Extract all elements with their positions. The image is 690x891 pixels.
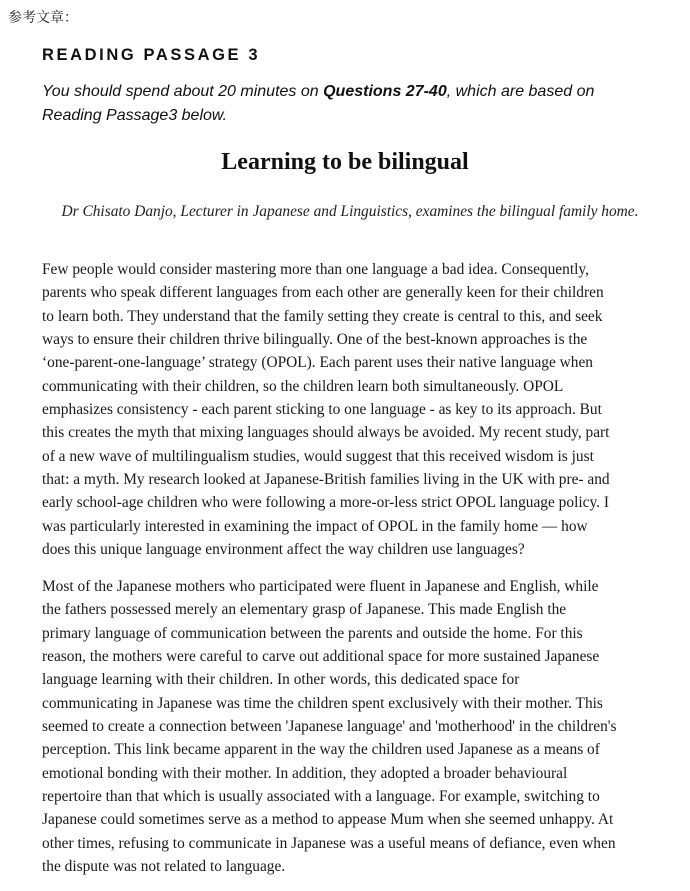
paragraph-line: primary language of communication between the parents and outside the home. For this: [42, 624, 583, 642]
paragraph-line: the fathers possessed merely an elementary grasp of Japanese. This made English the: [42, 601, 567, 619]
paragraph-line: emotional bonding with their mother. In addition, they adopted a broader behavioural: [42, 764, 568, 782]
paragraph-line: communicating with their children, so the children learn both simultaneously. OPOL: [42, 377, 564, 395]
paragraph-line: that: a myth. My research looked at Japanese-British families living in the UK with pre- and: [42, 471, 610, 489]
paragraph-line: communicating in Japanese was time the children spent exclusively with their mother. This: [42, 694, 603, 712]
paragraph-line: of a new wave of multilingualism studies, would suggest that this received wisdom is just: [42, 447, 594, 465]
paragraph-2: [42, 575, 662, 878]
paragraph-line: Japanese could sometimes serve as a method to appease Mum when she seemed unhappy. At: [42, 811, 614, 829]
paragraph-line: Few people would consider mastering more than one language a bad idea. Consequently,: [42, 261, 589, 278]
instruction-text: [42, 80, 642, 127]
paragraph-line: ‘one-parent-one-language’ strategy (OPOL). Each parent uses their native language when: [42, 354, 593, 372]
paragraph-line: the dispute was not related to language.: [42, 858, 286, 876]
article-title: Learning to be bilingual: [221, 149, 469, 175]
paragraph-line: emphasizes consistency - each parent sticking to one language - as key to its approach. But: [42, 401, 602, 419]
paragraph-line: early school-age children who were following a more-or-less strict OPOL language policy. I: [42, 494, 609, 512]
paragraph-1: [42, 258, 662, 561]
paragraph-line: to learn both. They understand that the family setting they create is central to this, and seek: [42, 307, 603, 325]
section-heading: READING PASSAGE 3: [42, 46, 261, 64]
paragraph-line: parents who speak different languages from each other are generally keen for their children: [42, 284, 604, 302]
paragraph-line: other times, refusing to communicate in Japanese was a useful means of defiance, even when: [42, 834, 616, 852]
paragraph-line: this creates the myth that mixing languages should always be avoided. My recent study, part: [42, 424, 610, 442]
paragraph-line: reason, the mothers were careful to carve out additional space for more sustained Japanese: [42, 648, 600, 666]
paragraph-line: was particularly interested in examining the impact of OPOL in the family home — how: [42, 517, 588, 535]
instruction-text-pre: You should spend about 20 minutes on: [42, 83, 324, 100]
paragraph-line: perception. This link became apparent in the way the children used Japanese as a means of: [42, 741, 600, 759]
paragraph-line: repertoire than that which is usually associated with a language. For example, switching to: [42, 788, 600, 806]
paragraph-line: ways to ensure their children thrive bilingually. One of the best-known approaches is the: [42, 331, 588, 349]
paragraph-line: Most of the Japanese mothers who participated were fluent in Japanese and English, while: [42, 578, 599, 595]
instruction-text-post: , which are based on Reading Passage3 below.: [42, 83, 595, 124]
paragraph-line: does this unique language environment affect the way children use languages?: [42, 541, 525, 559]
question-range: Questions 27-40: [323, 83, 447, 100]
article-subtitle: Dr Chisato Danjo, Lecturer in Japanese and Linguistics, examines the bilingual family home.: [61, 203, 639, 220]
paragraph-line: seemed to create a connection between 'Japanese language' and 'motherhood' in the children's: [42, 718, 617, 736]
paragraph-line: language learning with their children. In other words, this dedicated space for: [42, 671, 520, 689]
page-label: 参考文章：: [8, 10, 78, 26]
